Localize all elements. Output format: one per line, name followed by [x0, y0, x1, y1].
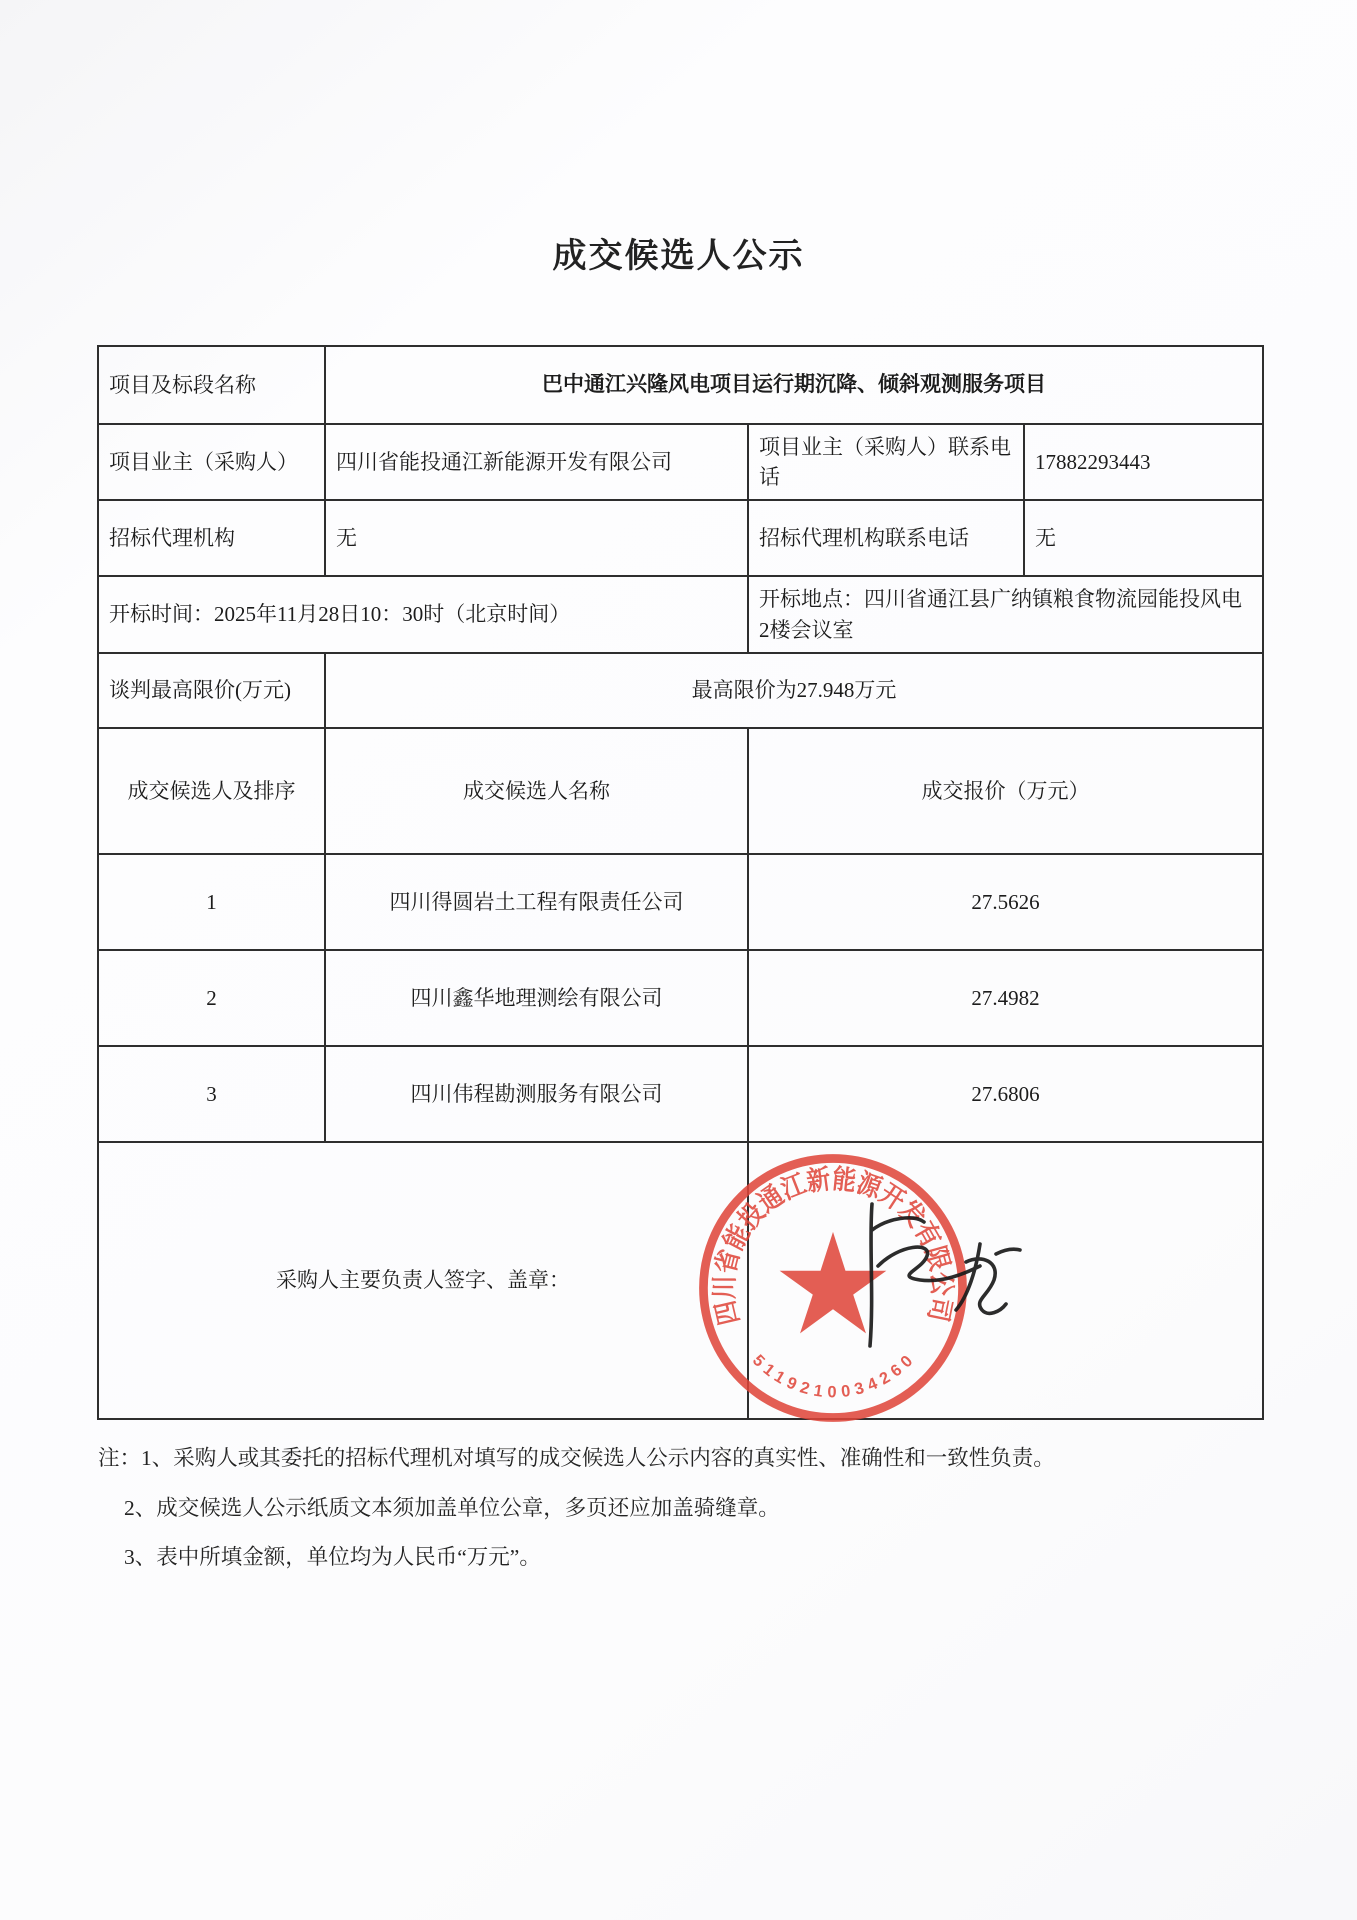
header-name: 成交候选人名称: [325, 728, 748, 854]
price-limit-label: 谈判最高限价(万元): [98, 653, 325, 728]
note-2: 2、成交候选人公示纸质文本须加盖单位公章，多页还应加盖骑缝章。: [124, 1495, 780, 1520]
header-rank: 成交候选人及排序: [98, 728, 325, 854]
seal-number-text: 5119210034260: [748, 1351, 917, 1402]
stamp-cell: [748, 1142, 1263, 1419]
header-price: 成交报价（万元）: [748, 728, 1263, 854]
price-limit-value: 最高限价为27.948万元: [325, 653, 1263, 728]
candidate-name: 四川得圆岩土工程有限责任公司: [325, 854, 748, 950]
footnotes: [98, 1448, 1278, 1597]
candidate-name: 四川伟程勘测服务有限公司: [325, 1046, 748, 1142]
candidate-price: 27.4982: [748, 950, 1263, 1046]
owner-phone-label: 项目业主（采购人）联系电话: [748, 424, 1024, 500]
candidate-row: [98, 1046, 1263, 1142]
owner-value: 四川省能投通江新能源开发有限公司: [325, 424, 748, 500]
note-3: 3、表中所填金额，单位均为人民币“万元”。: [124, 1545, 541, 1569]
table-header-row: [98, 728, 1263, 854]
candidate-row: [98, 854, 1263, 950]
owner-label: 项目业主（采购人）: [98, 424, 325, 500]
candidate-row: [98, 950, 1263, 1046]
project-name-value: 巴中通江兴隆风电项目运行期沉降、倾斜观测服务项目: [325, 346, 1263, 424]
table-row: [98, 653, 1263, 728]
candidate-rank: 2: [98, 950, 325, 1046]
note-1: 注：1、采购人或其委托的招标代理机对填写的成交候选人公示内容的真实性、准确性和一致性负责。: [98, 1446, 1055, 1470]
owner-phone-value: 17882293443: [1024, 424, 1263, 500]
project-name-label: 项目及标段名称: [98, 346, 325, 424]
signature-label: 采购人主要负责人签字、盖章：: [98, 1142, 748, 1419]
seal-company-text: 四川省能投通江新能源开发有限公司: [709, 1163, 958, 1328]
bid-opening-time: 开标时间：2025年11月28日10：30时（北京时间）: [98, 576, 748, 653]
agency-value: 无: [325, 500, 748, 576]
agency-phone-value: 无: [1024, 500, 1263, 576]
table-row: [98, 576, 1263, 653]
table-row: [98, 424, 1263, 500]
page-title: 成交候选人公示: [552, 237, 805, 275]
agency-label: 招标代理机构: [98, 500, 325, 576]
announcement-table: [97, 345, 1264, 1420]
signature-row: [98, 1142, 1263, 1419]
candidate-rank: 1: [98, 854, 325, 950]
candidate-price: 27.5626: [748, 854, 1263, 950]
candidate-name: 四川鑫华地理测绘有限公司: [325, 950, 748, 1046]
bid-opening-place: 开标地点：四川省通江县广纳镇粮食物流园能投风电2楼会议室: [748, 576, 1263, 653]
table-row: [98, 346, 1263, 424]
table-row: [98, 500, 1263, 576]
candidate-price: 27.6806: [748, 1046, 1263, 1142]
candidate-rank: 3: [98, 1046, 325, 1142]
agency-phone-label: 招标代理机构联系电话: [748, 500, 1024, 576]
